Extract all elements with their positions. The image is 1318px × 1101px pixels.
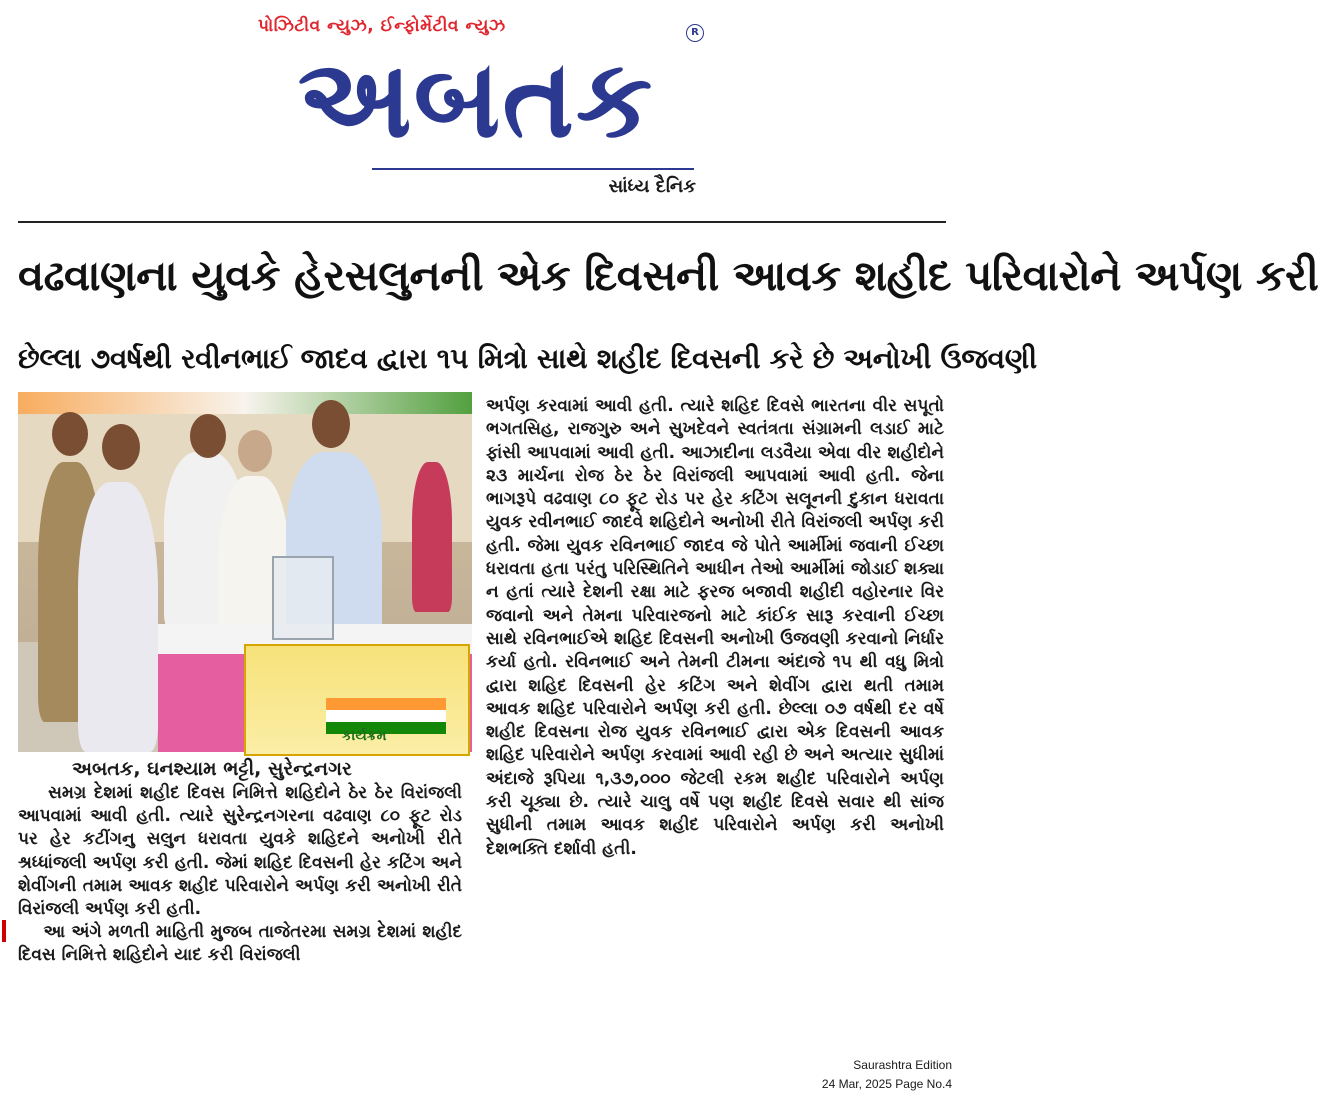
person-2-head [102,424,140,470]
article-byline: અબતક, ઘનશ્યામ ભટ્ટી, સુરેન્દ્રનગર [72,758,352,780]
margin-marker [2,920,6,942]
masthead [0,0,962,215]
donation-box [272,556,334,640]
registered-mark: R [686,24,704,42]
poster-text: કાર્યક્રમ [342,728,387,744]
article-body-left: સમગ્ર દેશમાં શહીદ દિવસ નિમિત્તે શહિદોને ઠેર ઠેર વિરાંજલી આપવામાં આવી હતી. ત્યારે સુરેન્દ્રનગરના વઢવાણ ૮૦ ફૂટ રોડ પર હેર કટીંગનુ સલુન ધરાવતા યુવકે શહિદને અનોખી રીતે શ્રધ્ધાંજલી અર્પણ કરી હતી. જેમાં શહિદ દિવસની હેર કટિંગ અને શેવીંગની તમામ આવક શહીદ પરિવારોને અર્પણ કરી અનોખી રીતે વિરાંજલી અર્પણ કરી હતી. આ અંગે મળતી માહિતી મુજબ તાજેતરમા સમગ્ર દેશમાં શહીદ દિવસ નિમિત્તે શહિદોને યાદ કરી વિરાંજલી [18,783,462,966]
article-headline: વઢવાણના યુવકે હેરસલુનની એક દિવસની આવક શહીદ પરિવારોને અર્પણ કરી [18,251,1318,300]
person-6 [412,462,452,612]
tagline: પોઝિટીવ ન્યુઝ, ઈન્ફોર્મેટીવ ન્યુઝ [258,16,506,36]
person-2 [78,482,158,752]
edition-label: Saurashtra Edition [853,1058,952,1072]
article-body-right: અર્પણ કરવામાં આવી હતી. ત્યારે શહિદ દિવસે ભારતના વીર સપૂતો ભગતસિહ, રાજગુરુ અને સુખદેવને સ્વતંત્રતા સંગ્રામની લડાઈ માટે ફાંસી આપવામાં આવી હતી. આઝાદીના લડવૈયા એવા વીર શહીદોને ૨૩ માર્ચના રોજ ઠેર ઠેર વિરાંજલી આપવામાં આવી હતી. જેના ભાગરૂપે વઢવાણ ૮૦ ફૂટ રોડ પર હેર કટિંગ સલૂનની દુકાન ધરાવતા યુવક રવીનભાઈ જાદવે શહિદોને અનોખી રીતે વિરાંજલી અર્પણ કરી હતી. જેમા યુવક રવિનભાઈ જાદવ જે પોતે આર્મીમાં જવાની ઈચ્છા ધરાવતા હતા પરંતુ પરિસ્થિતિને આધીન તેઓ આર્મીમાં જોડાઈ શક્યા ન હતાં ત્યારે દેશની રક્ષા માટે ફરજ બજાવી શહીદી વહોરનાર વિર જવાનો અને તેમના પરિવારજનો માટે કાંઈક સારૂ કરવાની ઈચ્છા સાથે રવિનભાઈએ શહિદ દિવસની અનોખી ઉજવણી કરવાનો નિર્ધાર કર્યા હતો. રવિનભાઈ અને તેમની ટીમના અંદાજે ૧૫ થી વધુ મિત્રો દ્વારા શહિદ દિવસની હેર કટિંગ અને શેવીંગ દ્વારા થતી તમામ આવક શહિદ પરિવારોને અર્પણ કરી હતી. છેલ્લા ૦૭ વર્ષથી દર વર્ષે શહીદ દિવસના રોજ યુવક રવિનભાઈ દ્વારા એક દિવસની આવક શહિદ પરિવારોને અર્પણ કરવામાં આવી રહી છે અને અત્યાર સુધીમાં અંદાજે રૂપિયા ૧,૩૭,૦૦૦ જેટલી રકમ શહીદ પરિવારોને અર્પણ કરી ચૂક્યા છે. ત્યારે ચાલુ વર્ષે પણ શહીદ દિવસે સવાર થી સાંજ સુધીની તમામ આવક શહીદ પરિવારોને અર્પણ કરી અનોખી દેશભક્તિ દર્શાવી હતી. [486,396,950,859]
person-3-head [190,414,226,458]
date-page-label: 24 Mar, 2025 Page No.4 [821,1077,952,1091]
article-photo [18,392,472,752]
header-divider [18,221,946,223]
article-subheadline: છેલ્લા ૭વર્ષથી રવીનભાઈ જાદવ દ્વારા ૧૫ મિત્રો સાથે શહીદ દિવસની કરે છે અનોખી ઉજવણી [18,342,1037,375]
photo-poster [244,644,470,756]
newspaper-logo: અબતક [297,37,655,162]
person-4-head [238,430,272,472]
newspaper-subtitle: સાંધ્ય દૈનિક [608,176,696,197]
logo-underline [372,168,694,170]
photo-tricolor-banner [18,392,472,414]
person-1-head [52,412,88,456]
person-5-head [312,400,350,448]
